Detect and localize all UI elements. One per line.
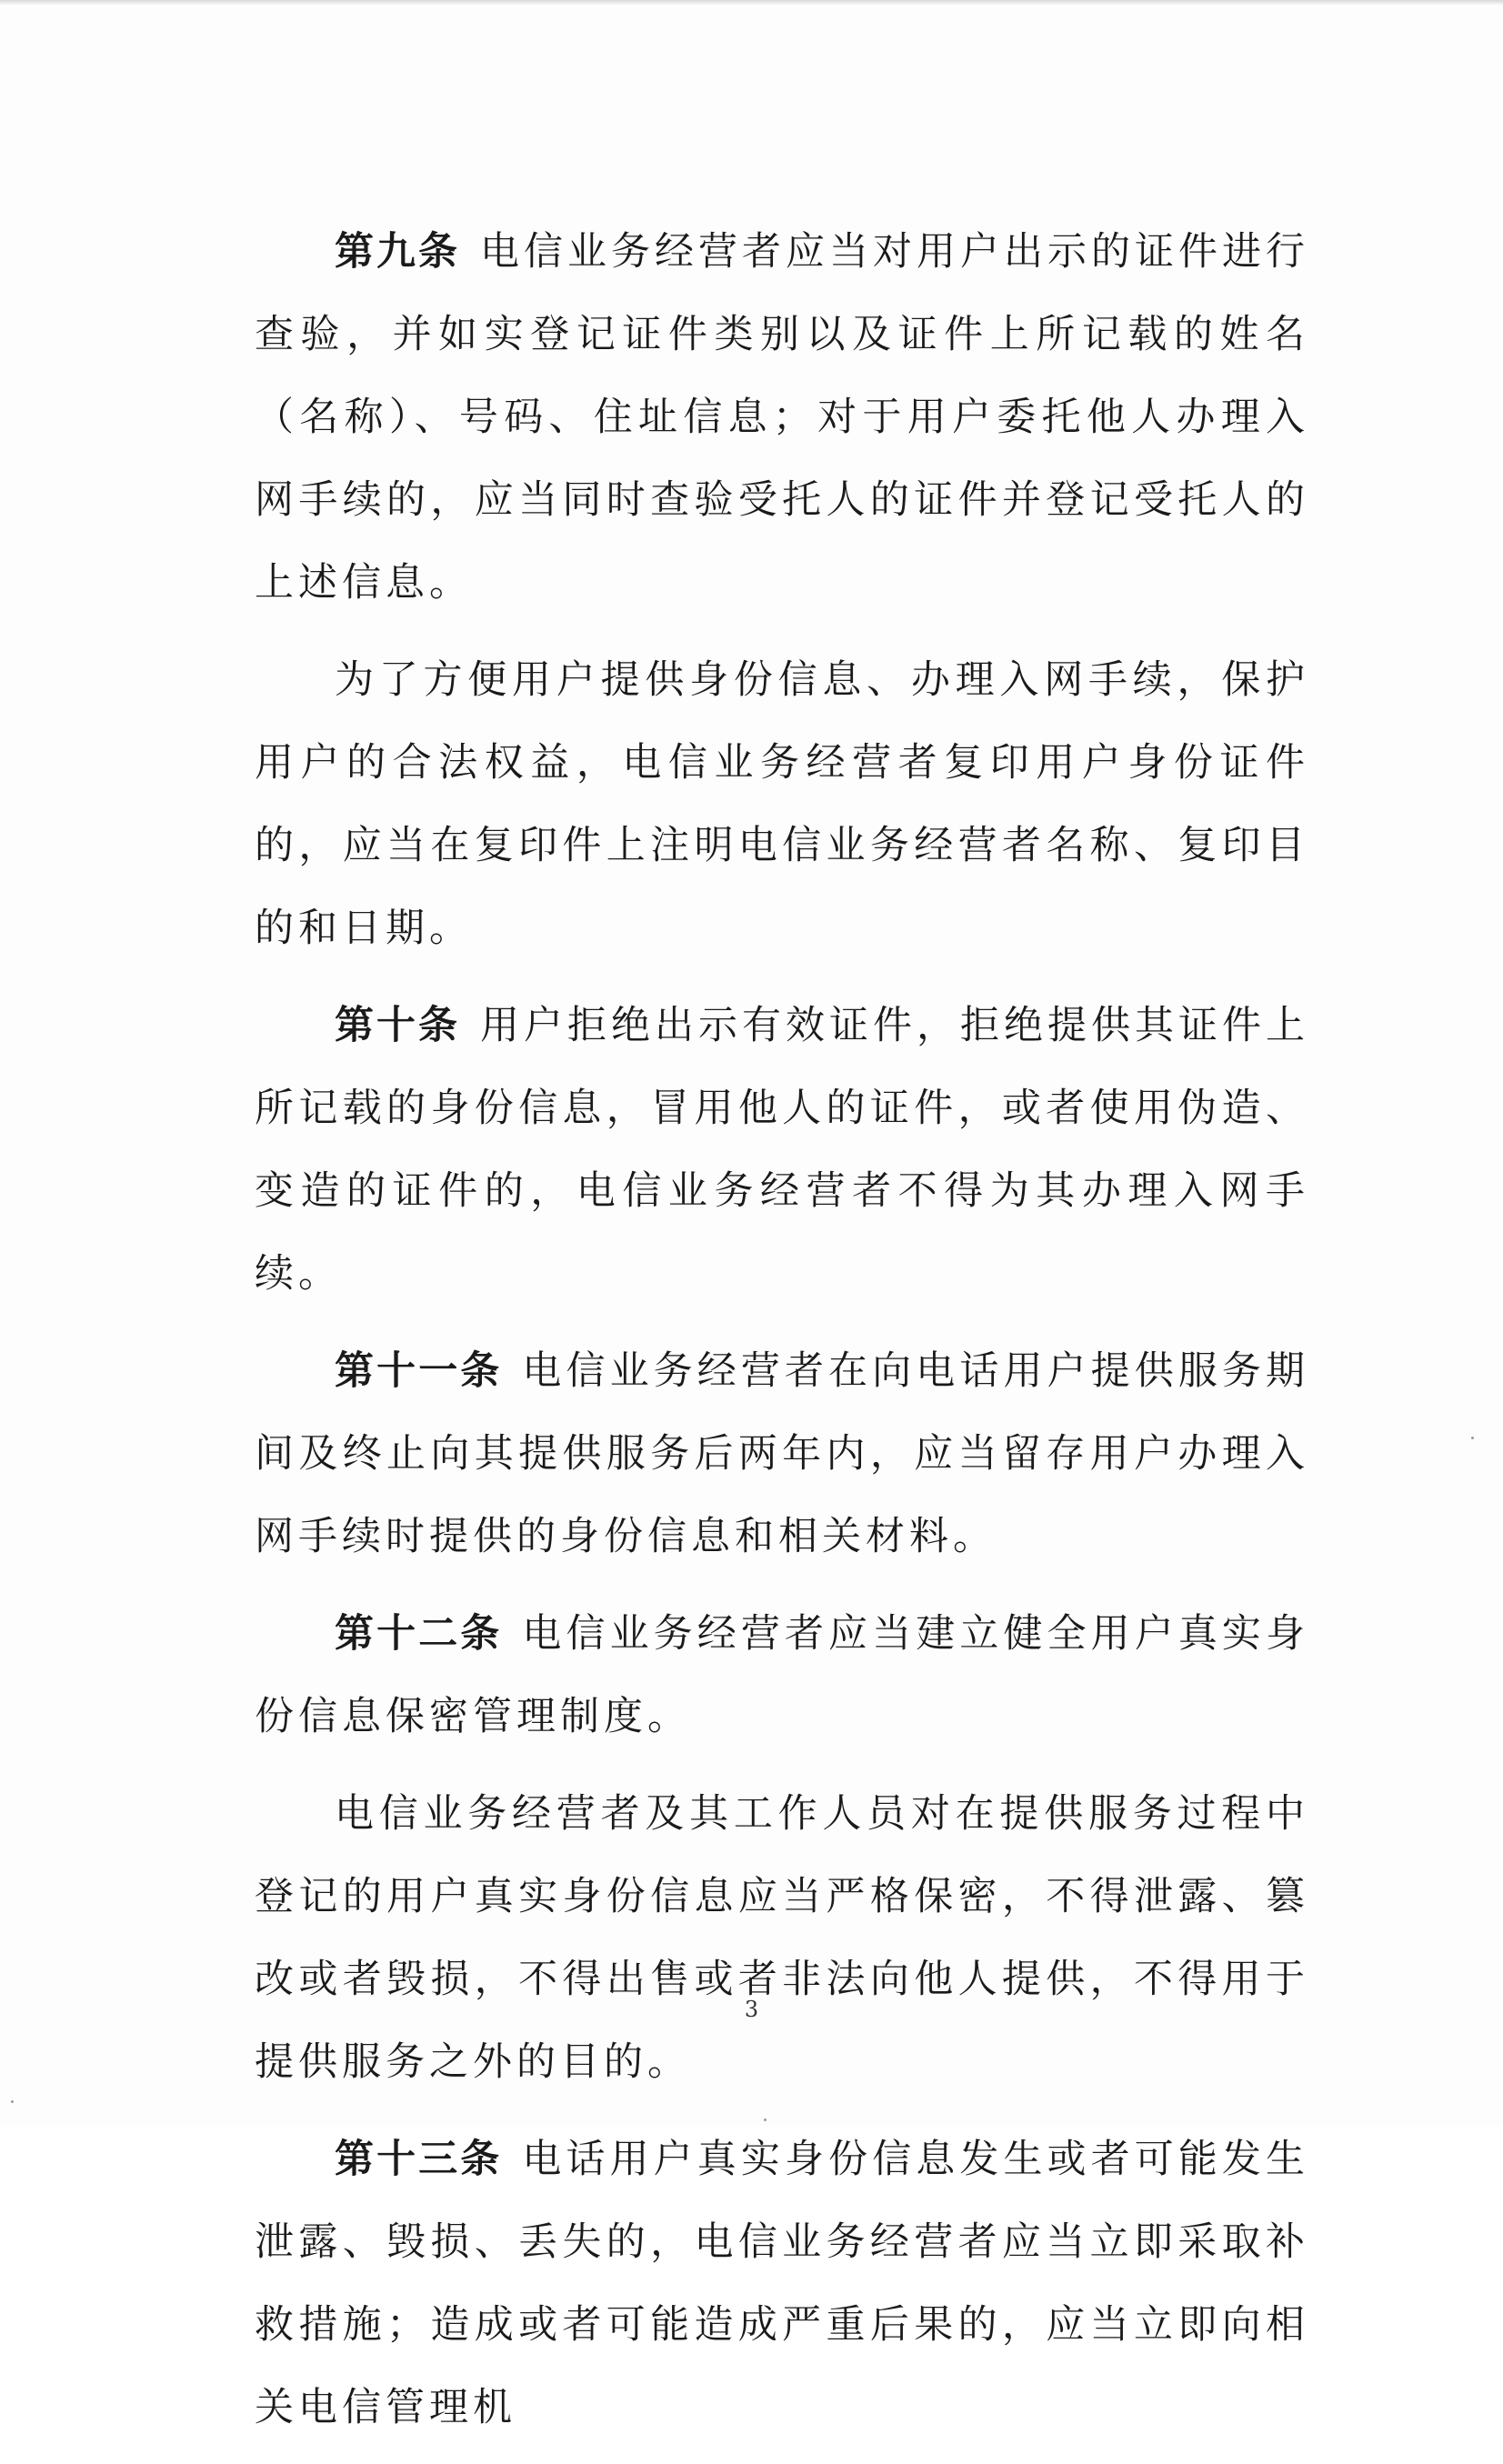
article-11-paragraph — [255, 1330, 1309, 1578]
article-text: 电信业务经营者在向电话用户提供服务期间及终止向其提供服务后两年内，应当留存用户办理入网手续时提供的身份信息和相关材料。 — [255, 1348, 1310, 1559]
article-heading: 第九条 — [335, 229, 460, 275]
article-9-paragraph-2 — [255, 639, 1309, 970]
article-heading: 第十条 — [335, 1003, 460, 1048]
article-12-paragraph-2 — [255, 1773, 1309, 2104]
article-text: 电信业务经营者应当对用户出示的证件进行查验，并如实登记证件类别以及证件上所记载的姓名（名称）、号码、住址信息；对于用户委托他人办理入网手续的，应当同时查验受托人的证件并登记受托人的上述信息。 — [255, 229, 1309, 606]
document-body — [255, 211, 1309, 2464]
article-heading: 第十一条 — [335, 1348, 503, 1394]
article-text: 电信业务经营者及其工作人员对在提供服务过程中登记的用户真实身份信息应当严格保密，不得泄露、篡改或者毁损，不得出售或者非法向他人提供，不得用于提供服务之外的目的。 — [255, 1791, 1309, 2085]
article-text: 用户拒绝出示有效证件，拒绝提供其证件上所记载的身份信息，冒用他人的证件，或者使用伪造、变造的证件的，电信业务经营者不得为其办理入网手续。 — [255, 1003, 1309, 1297]
scan-speck — [1471, 1437, 1474, 1439]
article-10-paragraph — [255, 985, 1309, 1316]
scan-speck — [764, 2118, 767, 2121]
article-13-paragraph — [255, 2118, 1309, 2449]
article-text: 为了方便用户提供身份信息、办理入网手续，保护用户的合法权益，电信业务经营者复印用户身份证件的，应当在复印件上注明电信业务经营者名称、复印目的和日期。 — [255, 657, 1309, 951]
scan-edge — [0, 0, 1503, 5]
scan-speck — [11, 2100, 14, 2103]
article-heading: 第十二条 — [335, 1611, 503, 1657]
page-number: 3 — [744, 1997, 759, 2022]
article-12-paragraph — [255, 1593, 1309, 1758]
article-heading: 第十三条 — [335, 2137, 503, 2182]
article-text: 电信业务经营者应当建立健全用户真实身份信息保密管理制度。 — [255, 1611, 1310, 1739]
article-text: 电话用户真实身份信息发生或者可能发生泄露、毁损、丢失的，电信业务经营者应当立即采取补救措施；造成或者可能造成严重后果的，应当立即向相关电信管理机 — [255, 2137, 1310, 2430]
article-9-paragraph — [255, 211, 1309, 625]
